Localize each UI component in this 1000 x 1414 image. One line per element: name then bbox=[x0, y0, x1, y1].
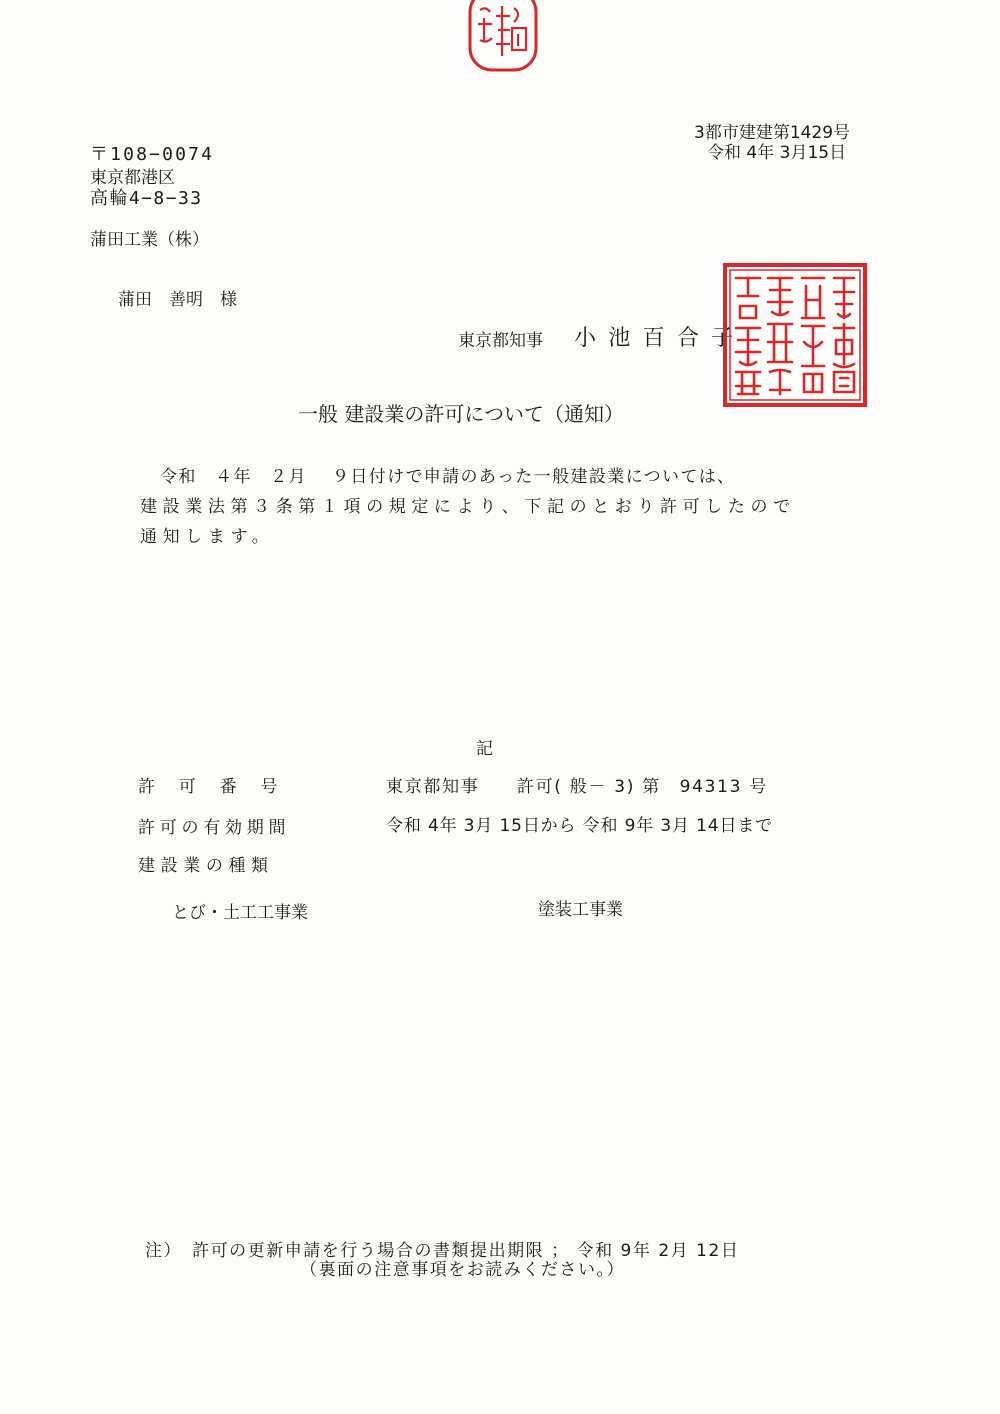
note-line-2: （裏面の注意事項をお読みください。） bbox=[300, 1260, 626, 1280]
receipt-seal-icon bbox=[466, 0, 540, 76]
company-name: 蒲田工業（株） bbox=[90, 230, 209, 250]
document-number: 3都市建建第1429号 bbox=[694, 123, 851, 143]
issuer-name: 小 池 百 合 子 bbox=[574, 326, 736, 351]
body-line-3: 通知します。 bbox=[140, 527, 275, 547]
note-line-1: 注） 許可の更新申請を行う場合の書類提出期限 ； 令和 9年 2月 12日 bbox=[145, 1241, 740, 1261]
type-item-1: とび・土工工事業 bbox=[172, 903, 308, 923]
document-date: 令和 4年 3月15日 bbox=[707, 143, 847, 163]
address-line-1: 東京都港区 bbox=[90, 168, 175, 188]
subject-title: 一般 建設業の許可について（通知） bbox=[298, 402, 624, 426]
type-item-2: 塗装工事業 bbox=[538, 900, 623, 920]
issuer-title: 東京都知事 bbox=[458, 331, 543, 351]
governor-seal-icon bbox=[722, 262, 868, 408]
postal-code: 〒108−0074 bbox=[90, 144, 215, 165]
address-line-2: 高輪4−8−33 bbox=[90, 188, 203, 209]
permit-number-value: 東京都知事 許可( 般－ 3) 第 94313 号 bbox=[386, 777, 768, 797]
validity-label: 許可の有効期間 bbox=[138, 818, 291, 838]
ki-heading: 記 bbox=[476, 739, 493, 759]
permit-number-label: 許 可 番 号 bbox=[138, 777, 281, 797]
recipient-name: 蒲田 善明 様 bbox=[118, 290, 237, 310]
validity-value: 令和 4年 3月 15日から 令和 9年 3月 14日まで bbox=[386, 816, 774, 836]
body-line-2: 建設業法第３条第１項の規定により、下記のとおり許可したので bbox=[140, 497, 796, 517]
body-line-1: 令和 ４年 ２月 ９日付けで申請のあった一般建設業については、 bbox=[160, 467, 736, 487]
types-label: 建設業の種類 bbox=[138, 856, 274, 876]
